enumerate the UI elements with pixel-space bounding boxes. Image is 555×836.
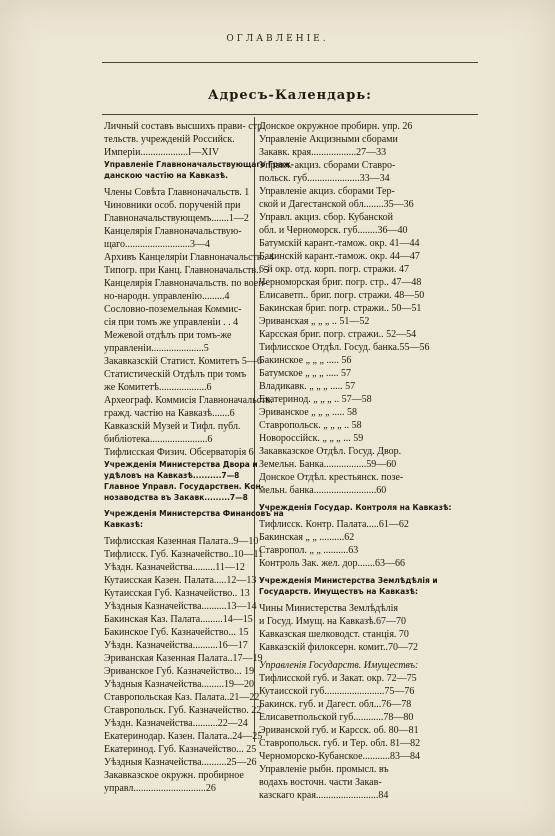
toc-entry: Чины Министерства Землѣдѣлія bbox=[259, 603, 399, 614]
toc-entry: Чиновники особ. порученій при bbox=[104, 200, 241, 211]
toc-entry: Донское Отдѣл. крестьянск. позе- bbox=[259, 472, 404, 483]
toc-entry: Донское окружное пробирн. упр. 26 bbox=[259, 121, 413, 132]
toc-entry: Уѣздн. Казначейства.........11—12 bbox=[104, 562, 245, 573]
toc-subheading: Государств. Имуществъ на Кавказѣ: bbox=[259, 587, 419, 596]
toc-entry: Уѣздныя Казначейства.........19—20 bbox=[104, 679, 255, 690]
toc-entry: Уѣздныя Казначейства..........25—26 bbox=[104, 757, 257, 768]
toc-entry: Бакинское Губ. Казначейство... 15 bbox=[104, 627, 249, 638]
section-title: Адресъ-Календарь: bbox=[208, 88, 372, 103]
toc-entry: Уѣздн. Казначейства..........22—24 bbox=[104, 718, 248, 729]
toc-entry: Ставропольск. губ. и Тер. обл. 81—82 bbox=[259, 738, 421, 749]
toc-entry: Екатеринодар. Казен. Палата..24—25 bbox=[104, 731, 263, 742]
toc-entry: мельн. банка.........................60 bbox=[259, 485, 387, 496]
toc-entry: Главноначальствующемъ.......1—2 bbox=[104, 213, 249, 224]
toc-entry: Черноморско-Кубанское...........83—84 bbox=[259, 751, 421, 762]
toc-entry: Канцелярія Главноначальствую- bbox=[104, 226, 242, 237]
toc-entry: Бакинская бриг. погр. стражи.. 50—51 bbox=[259, 303, 422, 314]
toc-entry: Кавказскій филоксерн. комит..70—72 bbox=[259, 642, 418, 653]
toc-entry: Закавказское Отдѣл. Госуд. Двор. bbox=[259, 446, 402, 457]
toc-entry: Закавк. края..................27—33 bbox=[259, 147, 387, 158]
column-divider bbox=[254, 117, 255, 742]
toc-entry: Карсская бриг. погр. стражи.. 52—54 bbox=[259, 329, 417, 340]
toc-entry: Канцелярія Главноначальств. по воен- bbox=[104, 278, 267, 289]
toc-entry: обл. и Черноморск. губ........36—40 bbox=[259, 225, 408, 236]
toc-entry: водахъ восточн. части Закав- bbox=[259, 777, 382, 788]
toc-entry: Уѣздн. Казначейства..........16—17 bbox=[104, 640, 248, 651]
toc-entry: тельств. учрежденій Российск. bbox=[104, 134, 235, 145]
toc-entry: Управленіе Акцизными сборами bbox=[259, 134, 398, 145]
toc-entry: Типогр. при Канц. Главноначальств.. 5 bbox=[104, 265, 269, 276]
toc-entry: Кавказскій Музей и Тифл. публ. bbox=[104, 421, 241, 432]
toc-entry: Бакинская Каз. Палата.........14—15 bbox=[104, 614, 253, 625]
toc-entry: ской и Дагестанской обл........35—36 bbox=[259, 199, 414, 210]
toc-entry: Черноморская бриг. погр. стр.. 47—48 bbox=[259, 277, 422, 288]
toc-entry: Управл. акциз. сбор. Кубанской bbox=[259, 212, 393, 223]
toc-entry: Кутаисская Губ. Казначейство.. 13 bbox=[104, 588, 250, 599]
toc-entry: Архивъ Канцеляріи Главноначальств.. 4 bbox=[104, 252, 275, 263]
toc-entry: Елисаветп.. бриг. погр. стражи. 48—50 bbox=[259, 290, 425, 301]
toc-entry: Имперіи...................I—XIV bbox=[104, 147, 220, 158]
toc-entry: Земельн. Банка.................59—60 bbox=[259, 459, 397, 470]
toc-entry: управл.............................26 bbox=[104, 783, 216, 794]
toc-entry: Бакинскій карант.-тамож. окр. 44—47 bbox=[259, 251, 420, 262]
toc-entry: Батумскій карант.-тамож. окр. 41—44 bbox=[259, 238, 420, 249]
toc-entry: гражд. частію на Кавказѣ.......6 bbox=[104, 408, 235, 419]
toc-entry: Новороссійск. „ „ „ ... 59 bbox=[259, 433, 364, 444]
toc-entry: сія при томъ же управленіи . . 4 bbox=[104, 317, 239, 328]
toc-entry: Члены Совѣта Главноначальств. 1 bbox=[104, 187, 250, 198]
toc-entry: Бакинск. губ. и Дагест. обл...76—78 bbox=[259, 699, 412, 710]
toc-entry: Тифлисск. Контр. Палата.....61—62 bbox=[259, 519, 409, 530]
toc-entry: Управл. акциз. сборами Ставро- bbox=[259, 160, 396, 171]
toc-entry: Ставропольская Каз. Палата..21—22 bbox=[104, 692, 260, 703]
toc-entry: Батумское „ „ „ ..... 57 bbox=[259, 368, 352, 379]
toc-subheading: Учрежденія Министерства Землѣдѣлія и bbox=[259, 576, 438, 585]
toc-entry: Бакинская „ „ ..........62 bbox=[259, 532, 355, 543]
toc-entry: же Комитетѣ...................6 bbox=[104, 382, 212, 393]
toc-subheading: Кавказѣ: bbox=[104, 520, 143, 529]
toc-entry: но-народн. управленію.........4 bbox=[104, 291, 230, 302]
toc-entry: Тифлисской губ. и Закат. окр. 72—75 bbox=[259, 673, 417, 684]
running-title: ОГЛАВЛЕНІЕ. bbox=[226, 34, 329, 44]
toc-entry: Ставропольск. Губ. Казначейство. 22 bbox=[104, 705, 262, 716]
toc-subheading: Учрежденія Министерства Двора и bbox=[104, 460, 258, 469]
toc-entry: Ставропол. „ „ ..........63 bbox=[259, 545, 359, 556]
toc-entry: Кутаисская Казен. Палата.....12—13 bbox=[104, 575, 257, 586]
toc-entry: Кавказская шелководст. станція. 70 bbox=[259, 629, 409, 640]
toc-subheading: Главное Управл. Государствен. Кон- bbox=[104, 482, 264, 491]
toc-subheading: Учрежденія Государ. Контроля на Кавказѣ: bbox=[259, 503, 452, 512]
toc-entry: и Госуд. Имущ. на Кавказѣ.67—70 bbox=[259, 616, 407, 627]
toc-entry: Эриванской губ. и Карсск. об. 80—81 bbox=[259, 725, 419, 736]
toc-entry: Сословно-поземельная Коммис- bbox=[104, 304, 242, 315]
left-column bbox=[104, 120, 294, 795]
toc-entry: Тифлисская Физич. Обсерваторія 6 bbox=[104, 447, 254, 458]
toc-entry: Тифлисское Отдѣл. Госуд. банка.55—56 bbox=[259, 342, 430, 353]
toc-subheading: Управленія Государств. Имуществъ: bbox=[259, 660, 419, 671]
toc-entry: Личный составъ высшихъ прави- стр. bbox=[104, 121, 265, 132]
toc-entry: Контроль Зак. жел. дор.......63—66 bbox=[259, 558, 406, 569]
toc-entry: библіотека.......................6 bbox=[104, 434, 213, 445]
toc-entry: польск. губ.....................33—34 bbox=[259, 173, 390, 184]
toc-entry: Эриванская Казенная Палата..17—19 bbox=[104, 653, 263, 664]
toc-entry: Управленіе рыбн. промысл. въ bbox=[259, 764, 389, 775]
toc-subheading: Управленіе Главноначальствующаго Граж- bbox=[104, 160, 294, 169]
toc-entry: казскаго края.........................84 bbox=[259, 790, 389, 801]
toc-subheading: Учрежденія Министерства Финансовъ на bbox=[104, 509, 284, 518]
toc-entry: Уѣздныя Казначейства..........13—14 bbox=[104, 601, 257, 612]
toc-entry: Эриванское „ „ „ ..... 58 bbox=[259, 407, 357, 418]
right-column bbox=[259, 120, 477, 802]
toc-entry: Бакинское „ „ „ ..... 56 bbox=[259, 355, 352, 366]
toc-entry: Кутаисской губ........................75—76 bbox=[259, 686, 415, 697]
toc-entry: щаго..........................3—4 bbox=[104, 239, 210, 250]
toc-subheading: нозаводства въ Закавк.........7—8 bbox=[104, 493, 248, 502]
toc-entry: Екатеринод. „ „ „ .. 57—58 bbox=[259, 394, 372, 405]
toc-entry: Екатеринод. Губ. Казначейство... 25 bbox=[104, 744, 257, 755]
toc-entry: Управленіе акциз. сборами Тер- bbox=[259, 186, 395, 197]
toc-subheading: данскою частію на Кавказѣ. bbox=[104, 171, 229, 180]
title-rule bbox=[102, 114, 478, 115]
toc-entry: Эриванская „ „ „ .. 51—52 bbox=[259, 316, 370, 327]
toc-entry: Ставропольск. „ „ „ .. 58 bbox=[259, 420, 362, 431]
toc-entry: Археограф. Коммисія Главноначальств. bbox=[104, 395, 273, 406]
toc-entry: Межевой отдѣлъ при томъ-же bbox=[104, 330, 232, 341]
toc-entry: управленіи.....................5 bbox=[104, 343, 209, 354]
toc-entry: 6-й окр. отд. корп. погр. стражи. 47 bbox=[259, 264, 410, 275]
toc-entry: Елисаветпольской губ............78—80 bbox=[259, 712, 414, 723]
toc-entry: Тифлисск. Губ. Казначейство..10—11 bbox=[104, 549, 264, 560]
toc-subheading: удѣловъ на Кавказѣ..........7—8 bbox=[104, 471, 240, 480]
toc-entry: Закавказскій Статист. Комитетъ 5—6 bbox=[104, 356, 262, 367]
toc-entry: Тифлисская Казенная Палата..9—10 bbox=[104, 536, 259, 547]
toc-entry: Эриванское Губ. Казначейство... 19 bbox=[104, 666, 255, 677]
toc-entry: Статистическій Отдѣлъ при томъ bbox=[104, 369, 247, 380]
toc-entry: Владикавк. „ „ „ ..... 57 bbox=[259, 381, 356, 392]
top-rule bbox=[102, 62, 478, 63]
toc-entry: Закавказское окружн. пробирное bbox=[104, 770, 244, 781]
